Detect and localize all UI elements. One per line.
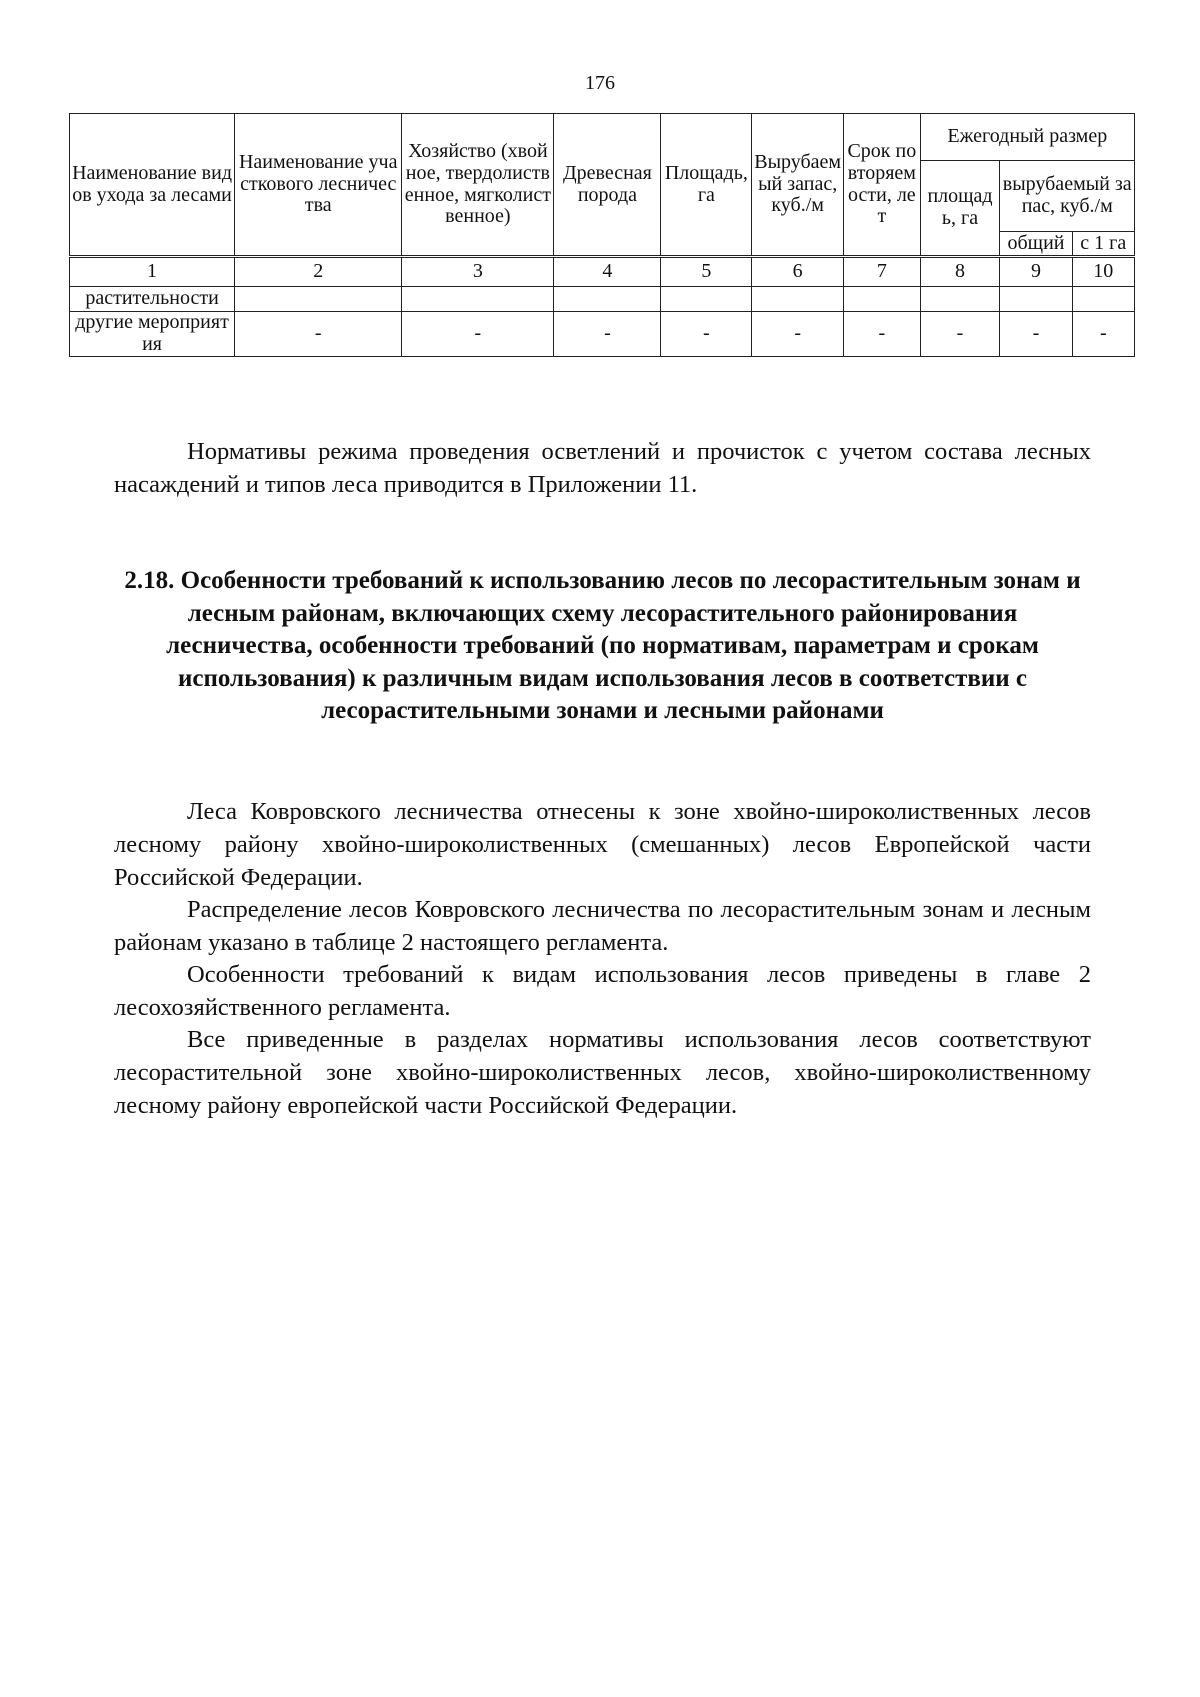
forest-care-table <box>69 113 1135 357</box>
column-number: 6 <box>752 257 844 287</box>
intro-paragraph: Нормативы режима проведения осветлений и прочисток с учетом состава лесных насаждений и типов леса приводится в Приложении 11. <box>114 438 1091 498</box>
table-cell <box>844 287 921 312</box>
header-volume-per-ha: с 1 га <box>1072 232 1134 257</box>
header-volume-total: общий <box>1000 232 1072 257</box>
header-repeat-period: Срок повторяемости, лет <box>844 114 921 257</box>
column-number: 3 <box>402 257 554 287</box>
table-cell: - <box>752 312 844 357</box>
table-cell: - <box>554 312 661 357</box>
column-number: 2 <box>235 257 402 287</box>
header-annual-volume: вырубаемый запас, куб./м <box>1000 161 1135 232</box>
header-harvest-volume: Вырубаемый запас, куб./м <box>752 114 844 257</box>
header-annual-size: Ежегодный размер <box>920 114 1134 161</box>
header-farm-type: Хозяйство (хвойное, твердолиственное, мягколиственное) <box>402 114 554 257</box>
column-number: 4 <box>554 257 661 287</box>
table-cell <box>920 287 1000 312</box>
table-cell <box>752 287 844 312</box>
column-number: 7 <box>844 257 921 287</box>
table-cell: - <box>661 312 752 357</box>
table-cell: - <box>1000 312 1072 357</box>
table-cell <box>235 287 402 312</box>
column-number: 5 <box>661 257 752 287</box>
table-cell: - <box>235 312 402 357</box>
table-cell: - <box>844 312 921 357</box>
section-heading: 2.18. Особенности требований к использованию лесов по лесорастительным зонам и лесным районам, включающих схему лесорастительного районирования лесничества, особенности требований (по нормативам, параметрам и срокам использования) к различным видам использования лесов в соответствии с лесорастительными зонами и лесными районами <box>124 567 1081 724</box>
body-paragraph: Распределение лесов Ковровского лесничества по лесорастительным зонам и лесным районам указано в таблице 2 настоящего регламента. <box>114 896 1091 956</box>
table-cell <box>402 287 554 312</box>
table-row <box>70 312 1135 357</box>
table-cell <box>661 287 752 312</box>
table-row <box>70 287 1135 312</box>
body-paragraph: Леса Ковровского лесничества отнесены к зоне хвойно-широколиственных лесов лесному району хвойно-широколиственных (смешанных) лесов Европейской части Российской Федерации. <box>114 798 1091 891</box>
row-name: другие мероприятия <box>70 312 235 357</box>
page-number: 176 <box>585 72 615 94</box>
column-number-row <box>70 257 1135 287</box>
header-area: Площадь, га <box>661 114 752 257</box>
table-cell: - <box>402 312 554 357</box>
header-tree-species: Древесная порода <box>554 114 661 257</box>
table-cell: - <box>920 312 1000 357</box>
body-paragraph: Все приведенные в разделах нормативы использования лесов соответствуют лесорастительной зоне хвойно-широколиственных лесов, хвойно-широколиственному лесному району европейской части Российской Федерации. <box>114 1026 1091 1119</box>
header-care-type: Наименование видов ухода за лесами <box>70 114 235 257</box>
header-forestry-district: Наименование участкового лесничества <box>235 114 402 257</box>
header-annual-area: площадь, га <box>920 161 1000 257</box>
column-number: 1 <box>70 257 235 287</box>
column-number: 9 <box>1000 257 1072 287</box>
table-cell <box>1072 287 1134 312</box>
body-paragraph: Особенности требований к видам использования лесов приведены в главе 2 лесохозяйственного регламента. <box>114 961 1091 1021</box>
row-name: растительности <box>70 287 235 312</box>
column-number: 10 <box>1072 257 1134 287</box>
column-number: 8 <box>920 257 1000 287</box>
table-cell: - <box>1072 312 1134 357</box>
table-cell <box>1000 287 1072 312</box>
table-cell <box>554 287 661 312</box>
